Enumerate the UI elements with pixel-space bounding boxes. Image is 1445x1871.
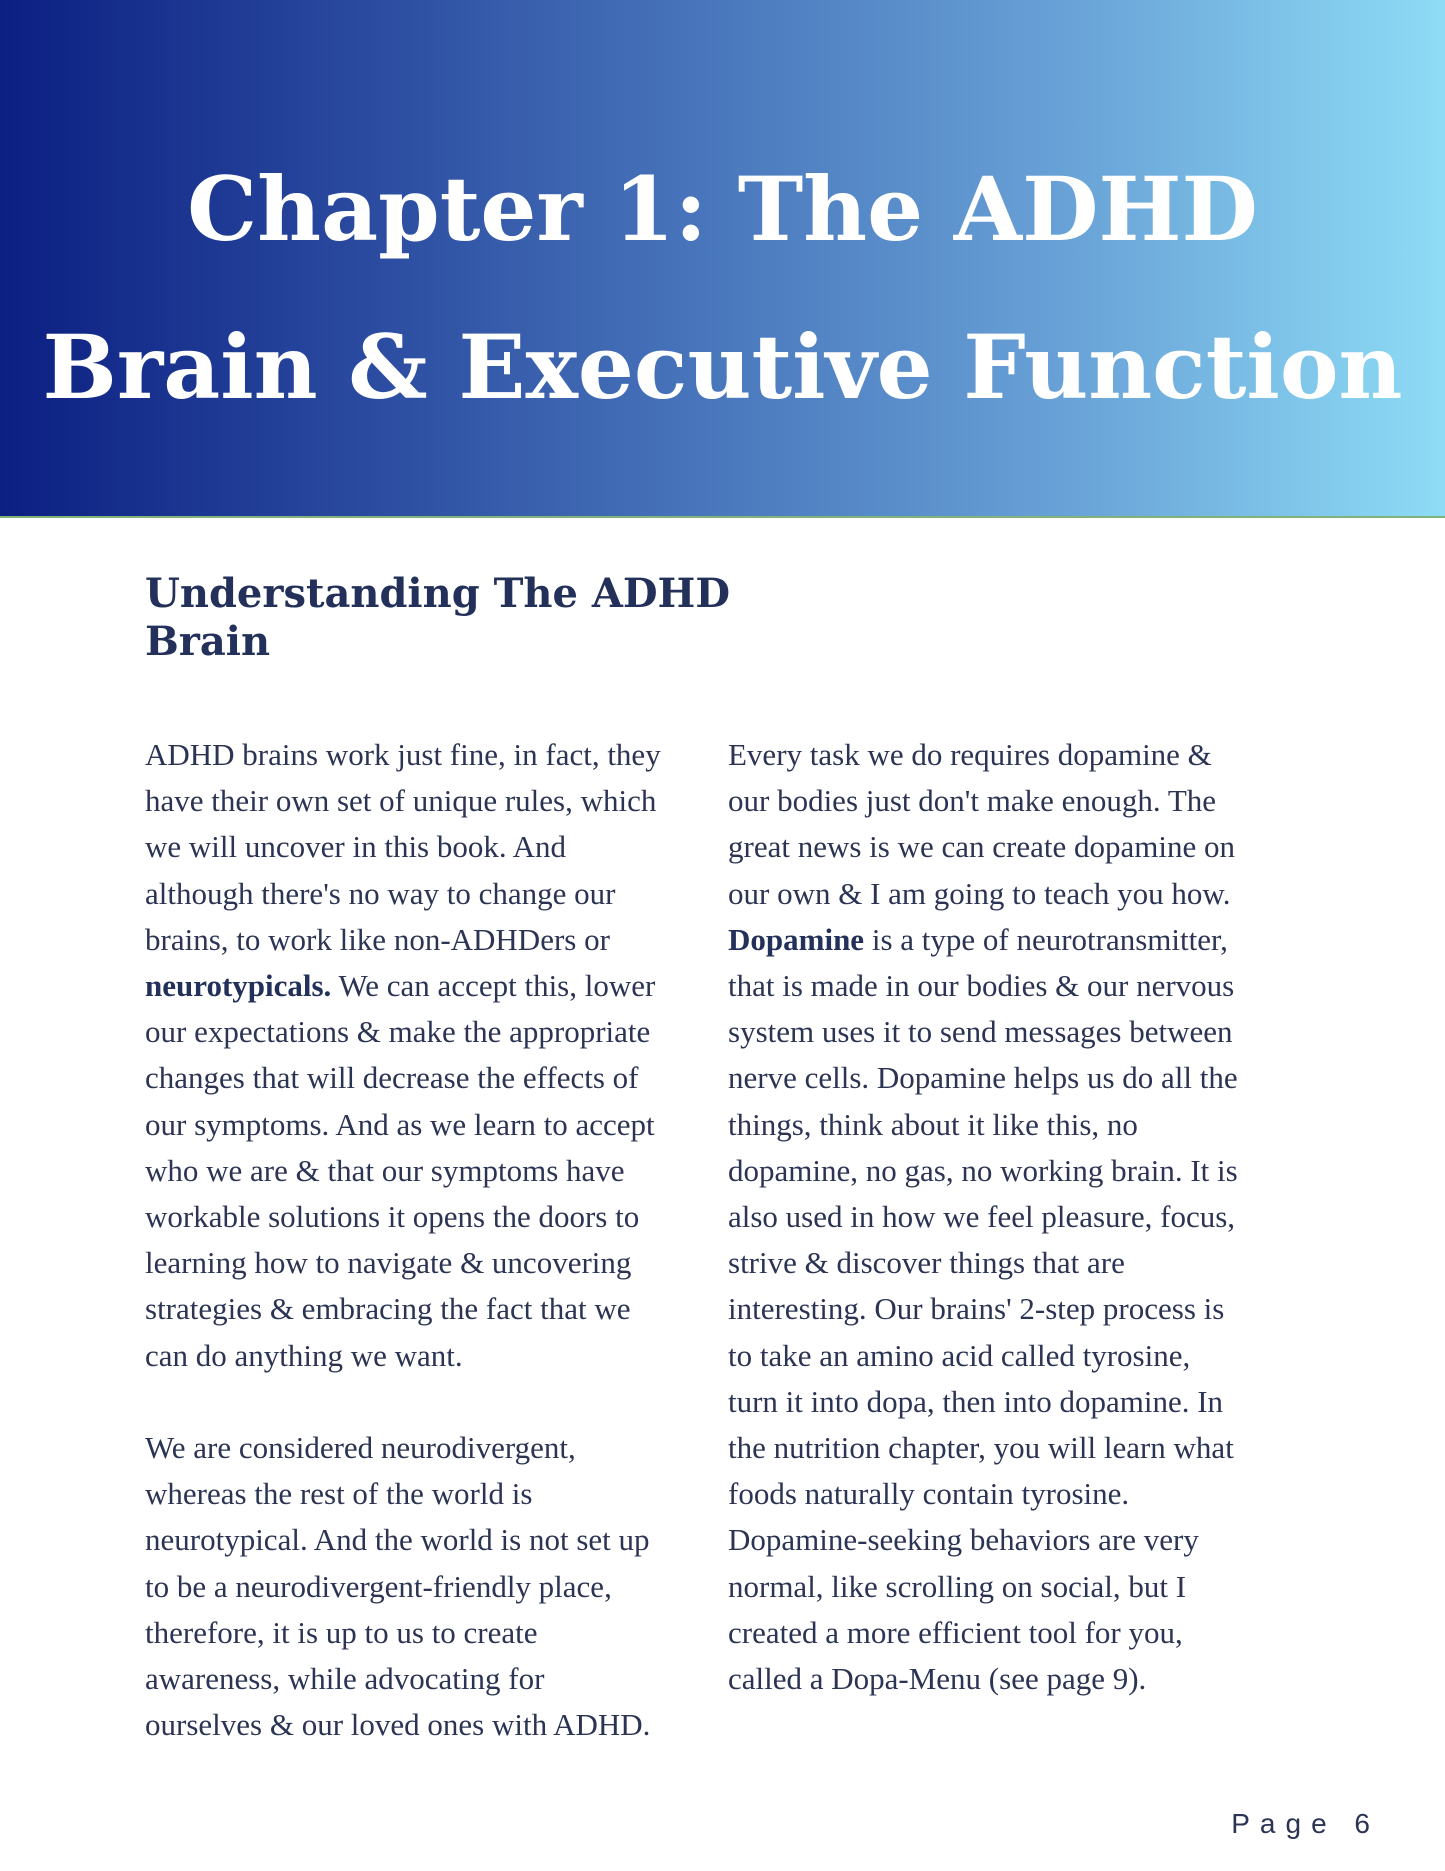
text-line: workable solutions it opens the doors to [145,1199,640,1235]
text-line: neurotypical. And the world is not set up [145,1522,650,1558]
text-line: our symptoms. And as we learn to accept [145,1106,655,1142]
page-number: Page 6 [1231,1808,1380,1839]
text-line: Dopamine-seeking behaviors are very [728,1522,1199,1558]
text-line: dopamine, no gas, no working brain. It is [728,1152,1238,1188]
right-column [728,732,1298,1702]
text-line: have their own set of unique rules, which [145,783,657,819]
chapter-title-line-2: Brain & Executive Function [42,315,1403,419]
text-line: great news is we can create dopamine on [728,829,1235,865]
chapter-title [0,130,1445,446]
text-line: the nutrition chapter, you will learn what [728,1430,1234,1466]
text-line: our bodies just don't make enough. The [728,783,1217,819]
section-heading-line-2: Brain [145,618,271,665]
text-line: therefore, it is up to us to create [145,1614,538,1650]
text-line: strategies & embracing the fact that we [145,1291,631,1327]
text-line: also used in how we feel pleasure, focus, [728,1199,1236,1235]
text-line: our expectations & make the appropriate [145,1014,651,1050]
text-line: ADHD brains work just fine, in fact, they [145,737,661,772]
text-line: brains, to work like non-ADHDers or [145,921,610,957]
chapter-header-banner [0,0,1445,518]
text-line: nerve cells. Dopamine helps us do all the [728,1060,1238,1096]
paragraph-neurodivergent [145,1425,715,1748]
text-line: created a more efficient tool for you, [728,1614,1183,1650]
text-line: whereas the rest of the world is [145,1476,533,1512]
text-line [728,917,1298,963]
text-line: who we are & that our symptoms have [145,1152,625,1188]
text-line: We are considered neurodivergent, [145,1430,576,1466]
section-heading [145,570,745,666]
bold-term-dopamine: Dopamine [728,921,865,957]
text-line: although there's no way to change our [145,875,616,911]
paragraph-adhd-brains [145,732,715,1379]
chapter-title-line-1: Chapter 1: The ADHD [187,157,1258,261]
text-line: to take an amino acid called tyrosine, [728,1337,1191,1373]
text-line: called a Dopa-Menu (see page 9). [728,1661,1147,1697]
text-run: We can accept this, lower [331,968,656,1004]
text-run: is a type of neurotransmitter, [864,921,1228,957]
text-line: we will uncover in this book. And [145,829,567,865]
text-line: strive & discover things that are [728,1245,1125,1281]
text-line: our own & I am going to teach you how. [728,875,1231,911]
text-line: awareness, while advocating for [145,1661,545,1697]
text-line: system uses it to send messages between [728,1014,1233,1050]
text-line: Every task we do requires dopamine & [728,737,1212,772]
paragraph-dopamine [728,732,1298,1702]
text-line: can do anything we want. [145,1337,463,1373]
left-column [145,732,715,1748]
text-line: foods naturally contain tyrosine. [728,1476,1130,1512]
text-line: changes that will decrease the effects of [145,1060,639,1096]
text-line: normal, like scrolling on social, but I [728,1568,1187,1604]
text-line: things, think about it like this, no [728,1106,1138,1142]
text-line: that is made in our bodies & our nervous [728,968,1235,1004]
text-line: ourselves & our loved ones with ADHD. [145,1707,651,1743]
bold-term-neurotypicals: neurotypicals. [145,968,332,1004]
section-heading-line-1: Understanding The ADHD [145,570,731,617]
text-line: interesting. Our brains' 2-step process is [728,1291,1225,1327]
text-line: learning how to navigate & uncovering [145,1245,632,1281]
text-line: turn it into dopa, then into dopamine. In [728,1383,1224,1419]
text-line: to be a neurodivergent-friendly place, [145,1568,612,1604]
text-line [145,963,715,1009]
